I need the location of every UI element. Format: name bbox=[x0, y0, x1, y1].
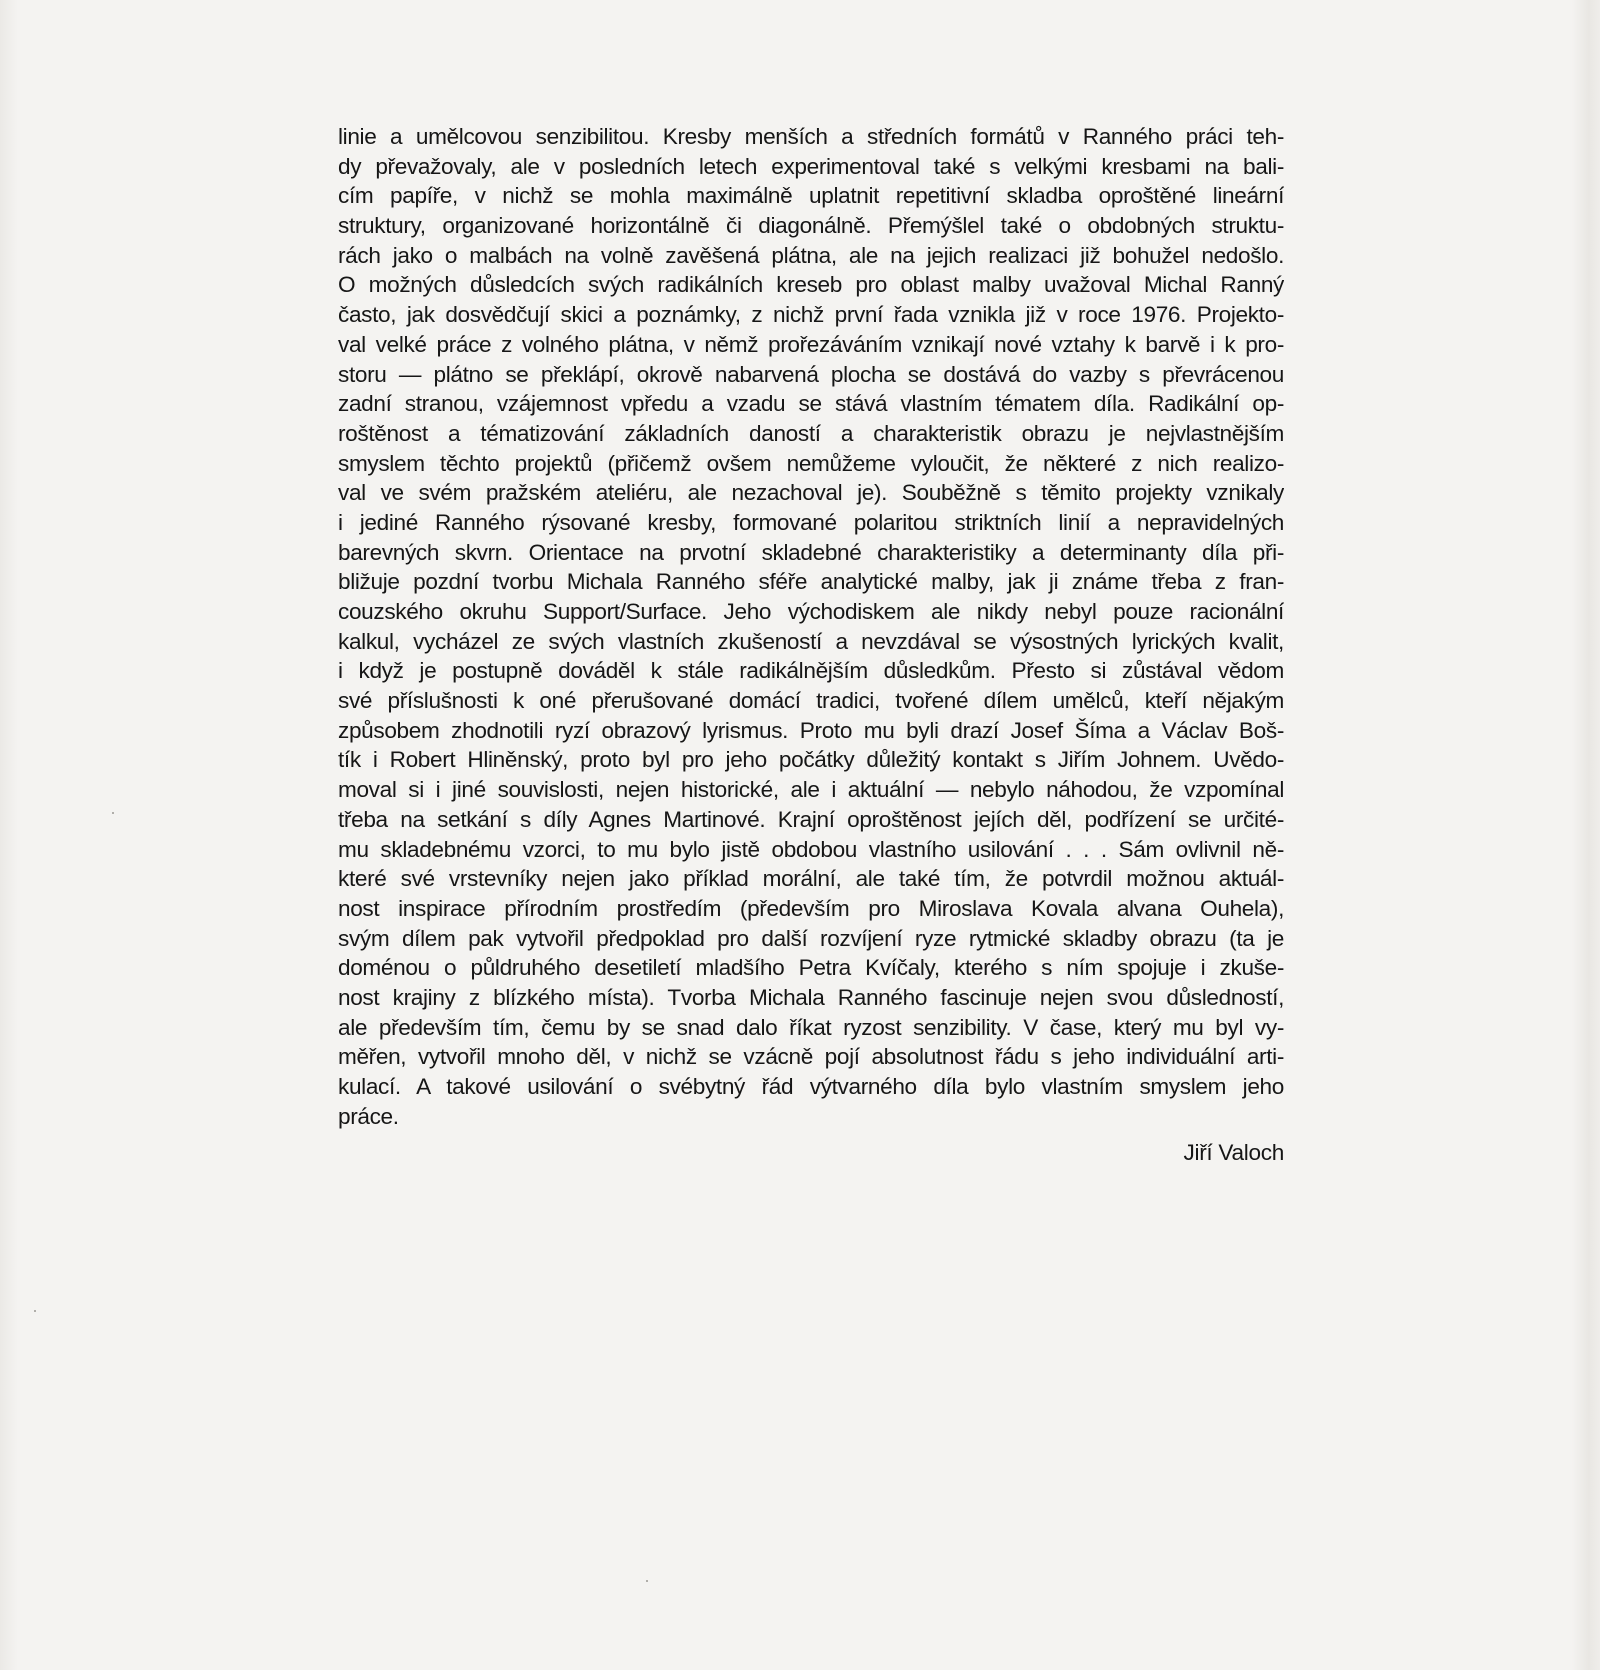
text-line: i když je postupně dováděl k stále radikálnějším důsledkům. Přesto si zůstával vědom bbox=[338, 658, 1284, 684]
paper-speck bbox=[34, 1310, 36, 1312]
text-line: struktury, organizované horizontálně či diagonálně. Přemýšlel také o obdobných struktu- bbox=[338, 213, 1284, 239]
text-line: doménou o půldruhého desetiletí mladšího Petra Kvíčaly, kterého s ním spojuje i zkuše- bbox=[338, 955, 1284, 981]
article-body bbox=[338, 122, 1284, 1131]
text-line: mu skladebnému vzorci, to mu bylo jistě obdobou vlastního usilování . . . Sám ovlivnil ně- bbox=[338, 836, 1284, 862]
text-line: často, jak dosvědčují skici a poznámky, z nichž první řada vznikla již v roce 1976. Projekto- bbox=[338, 302, 1284, 328]
text-line: zadní stranou, vzájemnost vpředu a vzadu se stává vlastním tématem díla. Radikální op- bbox=[338, 391, 1284, 417]
text-line: cím papíře, v nichž se mohla maximálně uplatnit repetitivní skladba oproštěné lineární bbox=[338, 183, 1284, 209]
text-line: způsobem zhodnotili ryzí obrazový lyrismus. Proto mu byli drazí Josef Šíma a Václav Boš- bbox=[338, 717, 1284, 743]
text-line: val velké práce z volného plátna, v němž prořezáváním vznikají nové vztahy k barvě i k pro- bbox=[338, 331, 1284, 357]
text-line: kalkul, vycházel ze svých vlastních zkušeností a nevzdával se výsostných lyrických kvalit, bbox=[338, 628, 1284, 654]
text-line: měřen, vytvořil mnoho děl, v nichž se vzácně pojí absolutnost řádu s jeho individuální arti- bbox=[338, 1044, 1284, 1070]
text-line-last: práce. bbox=[338, 1103, 399, 1129]
text-line: dy převažovaly, ale v posledních letech experimentoval také s velkými kresbami na bali- bbox=[338, 153, 1284, 179]
text-line: bližuje pozdní tvorbu Michala Ranného sféře analytické malby, jak ji známe třeba z fran- bbox=[338, 569, 1284, 595]
text-line: roštěnost a tématizování základních daností a charakteristik obrazu je nejvlastnějším bbox=[338, 420, 1284, 446]
text-line: O možných důsledcích svých radikálních kreseb pro oblast malby uvažoval Michal Ranný bbox=[338, 272, 1284, 298]
text-line: i jediné Ranného rýsované kresby, formované polaritou striktních linií a nepravidelných bbox=[338, 509, 1284, 535]
text-line: barevných skvrn. Orientace na prvotní skladebné charakteristiky a determinanty díla při- bbox=[338, 539, 1284, 565]
text-line: rách jako o malbách na volně zavěšená plátna, ale na jejich realizaci již bohužel nedošlo. bbox=[338, 242, 1284, 268]
text-line: které své vrstevníky nejen jako příklad morální, ale také tím, že potvrdil možnou aktuál- bbox=[338, 866, 1284, 892]
text-line: kulací. A takové usilování o svébytný řád výtvarného díla bylo vlastním smyslem jeho bbox=[338, 1074, 1284, 1099]
text-line: svým dílem pak vytvořil předpoklad pro další rozvíjení ryze rytmické skladby obrazu (ta je bbox=[338, 925, 1284, 951]
text-line: své příslušnosti k oné přerušované domácí tradici, tvořené dílem umělců, kteří nějakým bbox=[338, 688, 1284, 714]
author-signature: Jiří Valoch bbox=[1183, 1140, 1284, 1165]
text-line: smyslem těchto projektů (přičemž ovšem nemůžeme vyloučit, že některé z nich realizo- bbox=[338, 450, 1284, 476]
text-line: storu — plátno se překlápí, okrově nabarvená plocha se dostává do vazby s převrácenou bbox=[338, 361, 1284, 387]
text-line: třeba na setkání s díly Agnes Martinové. Krajní oproštěnost jejích děl, podřízení se určité- bbox=[338, 806, 1284, 832]
text-line: nost inspirace přírodním prostředím (především pro Miroslava Kovala alvana Ouhela), bbox=[338, 895, 1284, 921]
text-line: linie a umělcovou senzibilitou. Kresby menších a středních formátů v Ranného práci teh- bbox=[338, 124, 1284, 149]
text-line: ale především tím, čemu by se snad dalo říkat ryzost senzibility. V čase, který mu byl vy- bbox=[338, 1014, 1284, 1040]
text-line: tík i Robert Hliněnský, proto byl pro jeho počátky důležitý kontakt s Jiřím Johnem. Uvědo- bbox=[338, 747, 1284, 773]
page-edge-shadow bbox=[1572, 0, 1600, 1670]
paper-speck bbox=[646, 1580, 648, 1582]
paper-speck bbox=[112, 812, 114, 814]
text-line: val ve svém pražském ateliéru, ale nezachoval je). Souběžně s těmito projekty vznikaly bbox=[338, 480, 1284, 506]
page-fold-shadow bbox=[0, 0, 18, 1670]
text-line: nost krajiny z blízkého místa). Tvorba Michala Ranného fascinuje nejen svou důsledností, bbox=[338, 984, 1284, 1010]
text-line: couzského okruhu Support/Surface. Jeho východiskem ale nikdy nebyl pouze racionální bbox=[338, 599, 1284, 624]
text-line: moval si i jiné souvislosti, nejen historické, ale i aktuální — nebylo náhodou, že vzpomínal bbox=[338, 777, 1284, 803]
